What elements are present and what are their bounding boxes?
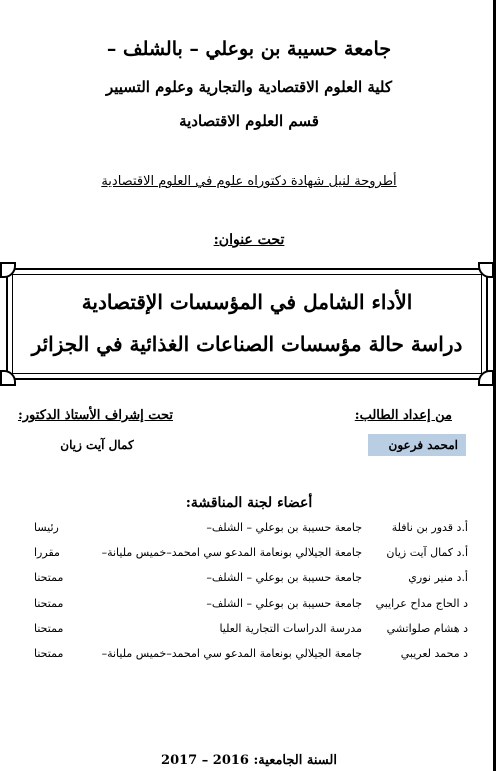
committee-title: أعضاء لجنة المناقشة: <box>185 495 313 511</box>
department-name: قسم العلوم الاقتصادية <box>179 112 319 130</box>
member-role: ممتحنا <box>34 597 64 610</box>
faculty-name: كلية العلوم الاقتصادية والتجارية وعلوم التسيير <box>105 78 393 96</box>
student-name: امحمد فرعون <box>368 434 466 456</box>
member-name: أ.د قدور بن نافلة <box>391 521 468 534</box>
academic-year: السنة الجامعية: 2016 – 2017 <box>161 753 337 768</box>
committee-row <box>0 622 498 642</box>
university-name: جامعة حسيبة بن بوعلي – بالشلف – <box>106 38 392 60</box>
committee-row <box>0 546 498 566</box>
prepared-by-label: من إعداد الطالب: <box>354 408 452 423</box>
committee-row <box>0 597 498 617</box>
thesis-type: أطروحة لنيل شهادة دكتوراه علوم في العلوم الاقتصادية <box>101 174 397 189</box>
committee-row <box>0 647 498 667</box>
member-institution: جامعة حسيبة بن بوعلي – الشلف– <box>206 521 362 534</box>
title-frame-inner <box>12 274 482 374</box>
member-institution: جامعة الجيلالي بونعامة المدعو سي امحمد–خميس مليانة– <box>101 647 362 660</box>
thesis-title-line1: الأداء الشامل في المؤسسات الإقتصادية <box>81 290 413 314</box>
thesis-title-line2: دراسة حالة مؤسسات الصناعات الغذائية في الجزائر <box>31 332 463 356</box>
member-name: د محمد لعريبي <box>400 647 468 660</box>
committee-row <box>0 521 498 541</box>
member-role: ممتحنا <box>34 647 64 660</box>
member-institution: جامعة حسيبة بن بوعلي – الشلف– <box>206 597 362 610</box>
member-name: د هشام صلواتشي <box>386 622 468 635</box>
member-institution: مدرسة الدراسات التجارية العليا <box>219 622 362 635</box>
supervised-by-label: تحت إشراف الأستاذ الدكتور: <box>17 408 173 423</box>
member-name: د الحاج مداح عرايبي <box>375 597 468 610</box>
under-title-label: تحت عنوان: <box>213 232 285 248</box>
title-frame <box>6 268 488 380</box>
committee-row <box>0 571 498 591</box>
member-institution: جامعة الجيلالي بونعامة المدعو سي امحمد–خميس مليانة– <box>101 546 362 559</box>
member-role: ممتحنا <box>34 622 64 635</box>
member-name: أ.د منير نوري <box>408 571 468 584</box>
member-institution: جامعة حسيبة بن بوعلي – الشلف– <box>206 571 362 584</box>
member-name: أ.د كمال آيت زيان <box>386 546 468 559</box>
supervisor-name: كمال آيت زيان <box>60 438 134 452</box>
member-role: ممتحنا <box>34 571 64 584</box>
member-role: مقررا <box>34 546 60 559</box>
member-role: رئيسا <box>34 521 59 534</box>
